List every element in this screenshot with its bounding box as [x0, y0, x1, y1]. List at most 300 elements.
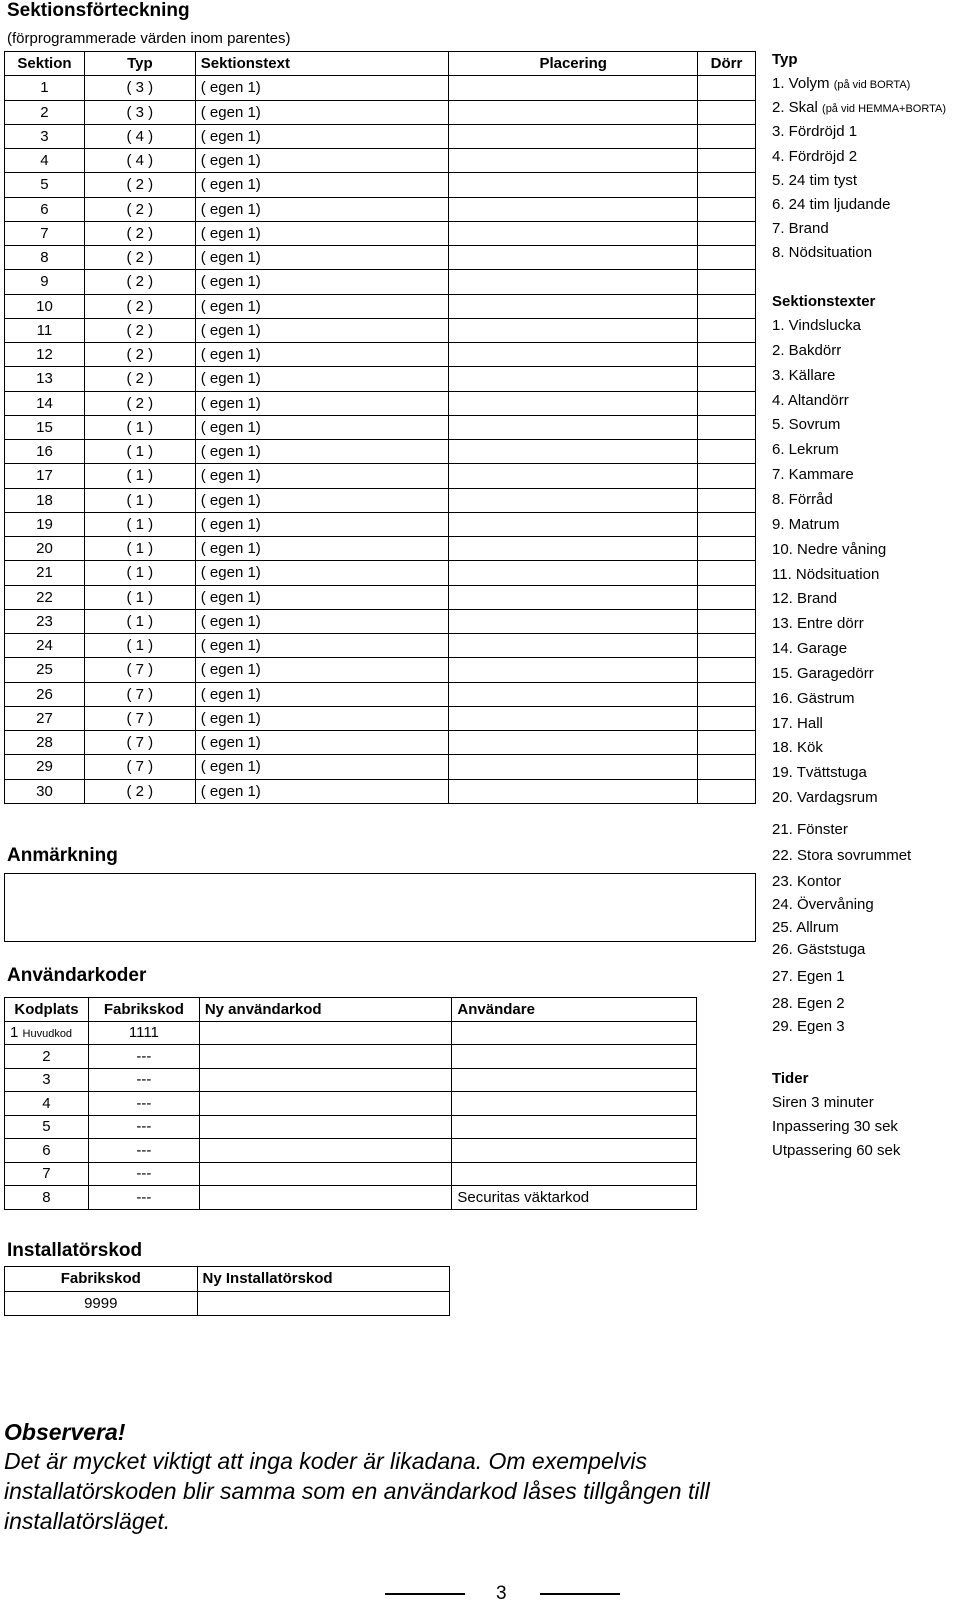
- user-name-cell[interactable]: [452, 1045, 697, 1069]
- new-user-code-cell[interactable]: [199, 1115, 452, 1139]
- section-text: ( egen 1): [195, 149, 449, 173]
- section-number: 19: [5, 512, 85, 536]
- section-number: 25: [5, 658, 85, 682]
- section-type: ( 2 ): [84, 173, 195, 197]
- section-row: [5, 318, 756, 342]
- user-code-row: [5, 1045, 697, 1069]
- user-code-row: [5, 1139, 697, 1163]
- section-text: ( egen 1): [195, 464, 449, 488]
- section-type: ( 7 ): [84, 755, 195, 779]
- section-row: [5, 197, 756, 221]
- section-door-cell[interactable]: [698, 609, 756, 633]
- section-number: 1: [5, 76, 85, 100]
- timer-item: Siren 3 minuter: [772, 1094, 874, 1111]
- section-row: [5, 561, 756, 585]
- section-placement-cell[interactable]: [449, 246, 698, 270]
- section-number: 15: [5, 415, 85, 439]
- type-legend-item: [772, 99, 946, 116]
- code-slot: [5, 1162, 89, 1186]
- section-text-option: 29. Egen 3: [772, 1018, 845, 1035]
- section-door-cell[interactable]: [698, 488, 756, 512]
- section-placement-cell[interactable]: [449, 609, 698, 633]
- section-door-cell[interactable]: [698, 706, 756, 730]
- section-placement-cell[interactable]: [449, 76, 698, 100]
- section-text: ( egen 1): [195, 246, 449, 270]
- type-legend-item: [772, 172, 857, 189]
- section-text-option: 11. Nödsituation: [772, 565, 880, 583]
- section-placement-cell[interactable]: [449, 488, 698, 512]
- section-type: ( 1 ): [84, 512, 195, 536]
- section-placement-cell[interactable]: [449, 779, 698, 803]
- section-text: ( egen 1): [195, 197, 449, 221]
- section-placement-cell[interactable]: [449, 561, 698, 585]
- section-type: ( 2 ): [84, 270, 195, 294]
- section-number: 16: [5, 440, 85, 464]
- remark-box[interactable]: [4, 873, 756, 942]
- section-number: 21: [5, 561, 85, 585]
- section-text: ( egen 1): [195, 343, 449, 367]
- section-type: ( 1 ): [84, 561, 195, 585]
- section-number: 4: [5, 149, 85, 173]
- user-code-row: [5, 1162, 697, 1186]
- section-text: ( egen 1): [195, 755, 449, 779]
- col-header-dorr: Dörr: [698, 52, 756, 76]
- user-code-row: [5, 1068, 697, 1092]
- page-number: 3: [496, 1583, 507, 1604]
- section-door-cell[interactable]: [698, 221, 756, 245]
- user-codes-heading: Användarkoder: [7, 965, 147, 986]
- section-door-cell[interactable]: [698, 173, 756, 197]
- section-door-cell[interactable]: [698, 585, 756, 609]
- type-legend-item: [772, 148, 857, 165]
- user-name-cell[interactable]: [452, 1139, 697, 1163]
- new-user-code-cell[interactable]: [199, 1092, 452, 1116]
- section-row: [5, 100, 756, 124]
- section-placement-cell[interactable]: [449, 731, 698, 755]
- code-slot-number: 8: [42, 1188, 51, 1206]
- section-row: [5, 488, 756, 512]
- section-door-cell[interactable]: [698, 440, 756, 464]
- section-type: ( 1 ): [84, 585, 195, 609]
- section-text: ( egen 1): [195, 415, 449, 439]
- section-text-option: 13. Entre dörr: [772, 615, 864, 633]
- section-door-cell[interactable]: [698, 367, 756, 391]
- section-text-option: 20. Vardagsrum: [772, 789, 878, 807]
- section-placement-cell[interactable]: [449, 318, 698, 342]
- section-text-option: 22. Stora sovrummet: [772, 847, 912, 864]
- timer-item: Utpassering 60 sek: [772, 1142, 901, 1159]
- type-legend: [772, 51, 798, 68]
- section-text: ( egen 1): [195, 221, 449, 245]
- section-row: [5, 391, 756, 415]
- section-text: ( egen 1): [195, 76, 449, 100]
- section-number: 6: [5, 197, 85, 221]
- section-type: ( 3 ): [84, 76, 195, 100]
- section-type: ( 2 ): [84, 318, 195, 342]
- section-row: [5, 440, 756, 464]
- new-user-code-cell[interactable]: [199, 1162, 452, 1186]
- sections-table: [4, 51, 756, 804]
- section-number: 17: [5, 464, 85, 488]
- col-header-anvandare: Användare: [452, 998, 697, 1022]
- col-header-fabrikskod: Fabrikskod: [88, 998, 199, 1022]
- factory-code: ---: [88, 1068, 199, 1092]
- code-slot-number: 5: [42, 1118, 51, 1136]
- section-placement-cell[interactable]: [449, 415, 698, 439]
- section-placement-cell[interactable]: [449, 512, 698, 536]
- code-slot: [5, 1186, 89, 1210]
- user-name-cell[interactable]: [452, 1162, 697, 1186]
- section-placement-cell[interactable]: [449, 367, 698, 391]
- code-slot: [5, 1021, 89, 1045]
- section-door-cell[interactable]: [698, 658, 756, 682]
- col-header-placering: Placering: [449, 52, 698, 76]
- section-door-cell[interactable]: [698, 318, 756, 342]
- factory-code: 1111: [88, 1021, 199, 1045]
- section-row: [5, 755, 756, 779]
- section-door-cell[interactable]: [698, 294, 756, 318]
- section-placement-cell[interactable]: [449, 755, 698, 779]
- type-legend-item: [772, 75, 910, 92]
- section-row: [5, 343, 756, 367]
- section-text: ( egen 1): [195, 124, 449, 148]
- section-text: ( egen 1): [195, 706, 449, 730]
- section-number: 3: [5, 124, 85, 148]
- section-placement-cell[interactable]: [449, 100, 698, 124]
- section-door-cell[interactable]: [698, 779, 756, 803]
- section-placement-cell[interactable]: [449, 294, 698, 318]
- section-number: 11: [5, 318, 85, 342]
- code-slot-number: 2: [42, 1047, 51, 1065]
- section-text: ( egen 1): [195, 440, 449, 464]
- section-text-option: 9. Matrum: [772, 515, 840, 533]
- col-header-sektion: Sektion: [5, 52, 85, 76]
- section-row: [5, 221, 756, 245]
- section-text: ( egen 1): [195, 585, 449, 609]
- section-text: ( egen 1): [195, 367, 449, 391]
- section-type: ( 2 ): [84, 779, 195, 803]
- new-user-code-cell[interactable]: [199, 1068, 452, 1092]
- section-number: 27: [5, 706, 85, 730]
- section-placement-cell[interactable]: [449, 270, 698, 294]
- section-row: [5, 706, 756, 730]
- installer-code-table: [4, 1266, 450, 1316]
- code-slot: [5, 1092, 89, 1116]
- section-number: 30: [5, 779, 85, 803]
- section-row: [5, 512, 756, 536]
- installer-factory-code: 9999: [5, 1291, 198, 1316]
- section-text-option: 21. Fönster: [772, 821, 848, 838]
- section-text-option: 23. Kontor: [772, 873, 842, 890]
- user-name-cell[interactable]: Securitas väktarkod: [452, 1186, 697, 1210]
- installer-new-code-cell[interactable]: [197, 1291, 449, 1316]
- section-type: ( 1 ): [84, 537, 195, 561]
- col-header-typ: Typ: [84, 52, 195, 76]
- section-door-cell[interactable]: [698, 464, 756, 488]
- section-text-option: 27. Egen 1: [772, 968, 845, 985]
- section-door-cell[interactable]: [698, 149, 756, 173]
- section-row: [5, 246, 756, 270]
- section-type: ( 2 ): [84, 391, 195, 415]
- section-row: [5, 731, 756, 755]
- user-name-cell[interactable]: [452, 1021, 697, 1045]
- section-placement-cell[interactable]: [449, 537, 698, 561]
- section-row: [5, 415, 756, 439]
- section-type: ( 1 ): [84, 488, 195, 512]
- section-type: ( 1 ): [84, 440, 195, 464]
- section-row: [5, 464, 756, 488]
- footer-rule-left: [385, 1593, 465, 1595]
- section-door-cell[interactable]: [698, 755, 756, 779]
- section-number: 2: [5, 100, 85, 124]
- section-text: ( egen 1): [195, 634, 449, 658]
- section-placement-cell[interactable]: [449, 343, 698, 367]
- section-type: ( 2 ): [84, 197, 195, 221]
- type-legend-note: (på vid HEMMA+BORTA): [822, 103, 947, 116]
- section-door-cell[interactable]: [698, 731, 756, 755]
- section-type: ( 7 ): [84, 682, 195, 706]
- code-slot-number: 3: [42, 1071, 51, 1089]
- type-legend-item: [772, 196, 890, 213]
- section-text: ( egen 1): [195, 682, 449, 706]
- section-text-option: 17. Hall: [772, 714, 823, 732]
- section-row: [5, 124, 756, 148]
- user-name-cell[interactable]: [452, 1092, 697, 1116]
- section-text: ( egen 1): [195, 561, 449, 585]
- section-type: ( 7 ): [84, 706, 195, 730]
- type-legend-text: 4. Fördröjd 2: [772, 147, 858, 165]
- col-header-inst-fabrikskod: Fabrikskod: [5, 1267, 198, 1292]
- section-door-cell[interactable]: [698, 537, 756, 561]
- section-door-cell[interactable]: [698, 343, 756, 367]
- section-number: 7: [5, 221, 85, 245]
- type-legend-item: [772, 123, 857, 140]
- section-text: ( egen 1): [195, 318, 449, 342]
- section-row: [5, 294, 756, 318]
- section-row: [5, 173, 756, 197]
- section-number: 23: [5, 609, 85, 633]
- new-user-code-cell[interactable]: [199, 1186, 452, 1210]
- type-legend-text: 7. Brand: [772, 220, 829, 238]
- section-number: 28: [5, 731, 85, 755]
- section-text: ( egen 1): [195, 391, 449, 415]
- section-placement-cell[interactable]: [449, 464, 698, 488]
- user-name-cell[interactable]: [452, 1068, 697, 1092]
- section-text-option: 26. Gäststuga: [772, 941, 866, 958]
- section-placement-cell[interactable]: [449, 658, 698, 682]
- code-slot-number: 4: [42, 1094, 51, 1112]
- type-legend-text: 5. 24 tim tyst: [772, 171, 858, 189]
- section-placement-cell[interactable]: [449, 682, 698, 706]
- section-door-cell[interactable]: [698, 76, 756, 100]
- user-code-row: [5, 1186, 697, 1210]
- factory-code: ---: [88, 1186, 199, 1210]
- section-number: 9: [5, 270, 85, 294]
- section-text-option: 28. Egen 2: [772, 995, 845, 1012]
- col-header-ny-anvandarkod: Ny användarkod: [199, 998, 452, 1022]
- section-number: 18: [5, 488, 85, 512]
- section-type: ( 2 ): [84, 246, 195, 270]
- section-row: [5, 634, 756, 658]
- section-type: ( 2 ): [84, 367, 195, 391]
- section-text: ( egen 1): [195, 270, 449, 294]
- section-door-cell[interactable]: [698, 561, 756, 585]
- section-type: ( 1 ): [84, 415, 195, 439]
- section-door-cell[interactable]: [698, 270, 756, 294]
- section-number: 8: [5, 246, 85, 270]
- section-text: ( egen 1): [195, 779, 449, 803]
- section-type: ( 7 ): [84, 731, 195, 755]
- section-number: 5: [5, 173, 85, 197]
- section-text-option: 4. Altandörr: [772, 391, 849, 409]
- section-door-cell[interactable]: [698, 512, 756, 536]
- remark-heading: Anmärkning: [7, 845, 118, 866]
- factory-code: ---: [88, 1045, 199, 1069]
- section-row: [5, 609, 756, 633]
- section-number: 10: [5, 294, 85, 318]
- section-door-cell[interactable]: [698, 634, 756, 658]
- section-text-option: 14. Garage: [772, 640, 848, 658]
- section-row: [5, 270, 756, 294]
- section-text: ( egen 1): [195, 731, 449, 755]
- notice-line-3: installatörsläget.: [4, 1508, 171, 1534]
- section-row: [5, 779, 756, 803]
- section-text: ( egen 1): [195, 658, 449, 682]
- section-text-option: 19. Tvättstuga: [772, 764, 867, 782]
- factory-code: ---: [88, 1115, 199, 1139]
- section-number: 20: [5, 537, 85, 561]
- page-title: Sektionsförteckning: [7, 0, 190, 21]
- code-slot: [5, 1139, 89, 1163]
- col-header-kodplats: Kodplats: [5, 998, 89, 1022]
- page-subtitle: (förprogrammerade värden inom parentes): [7, 30, 291, 47]
- section-row: [5, 76, 756, 100]
- section-text-option: 6. Lekrum: [772, 441, 839, 459]
- section-type: ( 1 ): [84, 634, 195, 658]
- section-text-option: 3. Källare: [772, 366, 836, 384]
- code-slot-number: 7: [42, 1165, 51, 1183]
- section-type: ( 2 ): [84, 221, 195, 245]
- section-door-cell[interactable]: [698, 124, 756, 148]
- section-type: ( 1 ): [84, 464, 195, 488]
- section-placement-cell[interactable]: [449, 391, 698, 415]
- code-slot: [5, 1045, 89, 1069]
- section-placement-cell[interactable]: [449, 197, 698, 221]
- section-text-option: 1. Vindslucka: [772, 317, 861, 334]
- factory-code: ---: [88, 1092, 199, 1116]
- section-text-option: 18. Kök: [772, 739, 823, 757]
- section-placement-cell[interactable]: [449, 221, 698, 245]
- user-code-row: [5, 1021, 697, 1045]
- section-text-option: 25. Allrum: [772, 919, 839, 936]
- section-text: ( egen 1): [195, 609, 449, 633]
- section-number: 24: [5, 634, 85, 658]
- user-name-cell[interactable]: [452, 1115, 697, 1139]
- type-legend-note: (på vid BORTA): [833, 79, 911, 91]
- section-text: ( egen 1): [195, 294, 449, 318]
- section-placement-cell[interactable]: [449, 440, 698, 464]
- type-legend-text: 6. 24 tim ljudande: [772, 196, 891, 213]
- section-type: ( 7 ): [84, 658, 195, 682]
- section-placement-cell[interactable]: [449, 124, 698, 148]
- section-placement-cell[interactable]: [449, 585, 698, 609]
- section-row: [5, 658, 756, 682]
- new-user-code-cell[interactable]: [199, 1045, 452, 1069]
- section-text: ( egen 1): [195, 173, 449, 197]
- sections-table-header: [5, 52, 756, 76]
- section-text-option: 8. Förråd: [772, 490, 833, 508]
- section-text: ( egen 1): [195, 512, 449, 536]
- new-user-code-cell[interactable]: [199, 1021, 452, 1045]
- factory-code: ---: [88, 1139, 199, 1163]
- code-slot-number: 1: [10, 1024, 19, 1042]
- section-number: 13: [5, 367, 85, 391]
- section-row: [5, 585, 756, 609]
- section-door-cell[interactable]: [698, 100, 756, 124]
- section-text-option: 7. Kammare: [772, 466, 854, 484]
- footer-rule-right: [540, 1593, 620, 1595]
- notice-heading: Observera!: [4, 1419, 126, 1445]
- section-type: ( 4 ): [84, 149, 195, 173]
- code-slot: [5, 1115, 89, 1139]
- section-placement-cell[interactable]: [449, 706, 698, 730]
- section-type: ( 4 ): [84, 124, 195, 148]
- col-header-sektionstext: Sektionstext: [195, 52, 449, 76]
- notice-line-1: Det är mycket viktigt att inga koder är likadana. Om exempelvis: [4, 1448, 647, 1474]
- section-type: ( 3 ): [84, 100, 195, 124]
- type-legend-item: [772, 220, 829, 237]
- user-code-row: [5, 1092, 697, 1116]
- user-codes-table: [4, 997, 697, 1210]
- type-legend-text: 2. Skal: [772, 99, 818, 117]
- section-text-option: 15. Garagedörr: [772, 664, 874, 682]
- section-text: ( egen 1): [195, 537, 449, 561]
- section-number: 12: [5, 343, 85, 367]
- new-user-code-cell[interactable]: [199, 1139, 452, 1163]
- section-row: [5, 367, 756, 391]
- section-door-cell[interactable]: [698, 391, 756, 415]
- type-legend-text: 8. Nödsituation: [772, 244, 873, 262]
- timer-item: Inpassering 30 sek: [772, 1118, 898, 1135]
- section-placement-cell[interactable]: [449, 173, 698, 197]
- section-door-cell[interactable]: [698, 197, 756, 221]
- section-door-cell[interactable]: [698, 415, 756, 439]
- section-text-option: 24. Övervåning: [772, 896, 874, 913]
- type-legend-item: [772, 244, 872, 261]
- section-placement-cell[interactable]: [449, 634, 698, 658]
- type-legend-text: 3. Fördröjd 1: [772, 123, 858, 141]
- section-text-option: 12. Brand: [772, 590, 838, 608]
- section-placement-cell[interactable]: [449, 149, 698, 173]
- section-type: ( 2 ): [84, 343, 195, 367]
- section-text-option: 16. Gästrum: [772, 689, 855, 707]
- code-slot-number: 6: [42, 1141, 51, 1159]
- factory-code: ---: [88, 1162, 199, 1186]
- section-number: 26: [5, 682, 85, 706]
- section-text: ( egen 1): [195, 488, 449, 512]
- section-row: [5, 149, 756, 173]
- type-legend-heading: Typ: [772, 51, 798, 68]
- section-row: [5, 537, 756, 561]
- section-door-cell[interactable]: [698, 682, 756, 706]
- installer-code-heading: Installatörskod: [7, 1240, 143, 1261]
- user-code-row: [5, 1115, 697, 1139]
- section-texts-heading: Sektionstexter: [772, 293, 876, 310]
- section-door-cell[interactable]: [698, 246, 756, 270]
- section-row: [5, 682, 756, 706]
- code-slot-note: Huvudkod: [22, 1028, 73, 1041]
- notice-line-2: installatörskoden blir samma som en användarkod låses tillgången till: [4, 1478, 710, 1504]
